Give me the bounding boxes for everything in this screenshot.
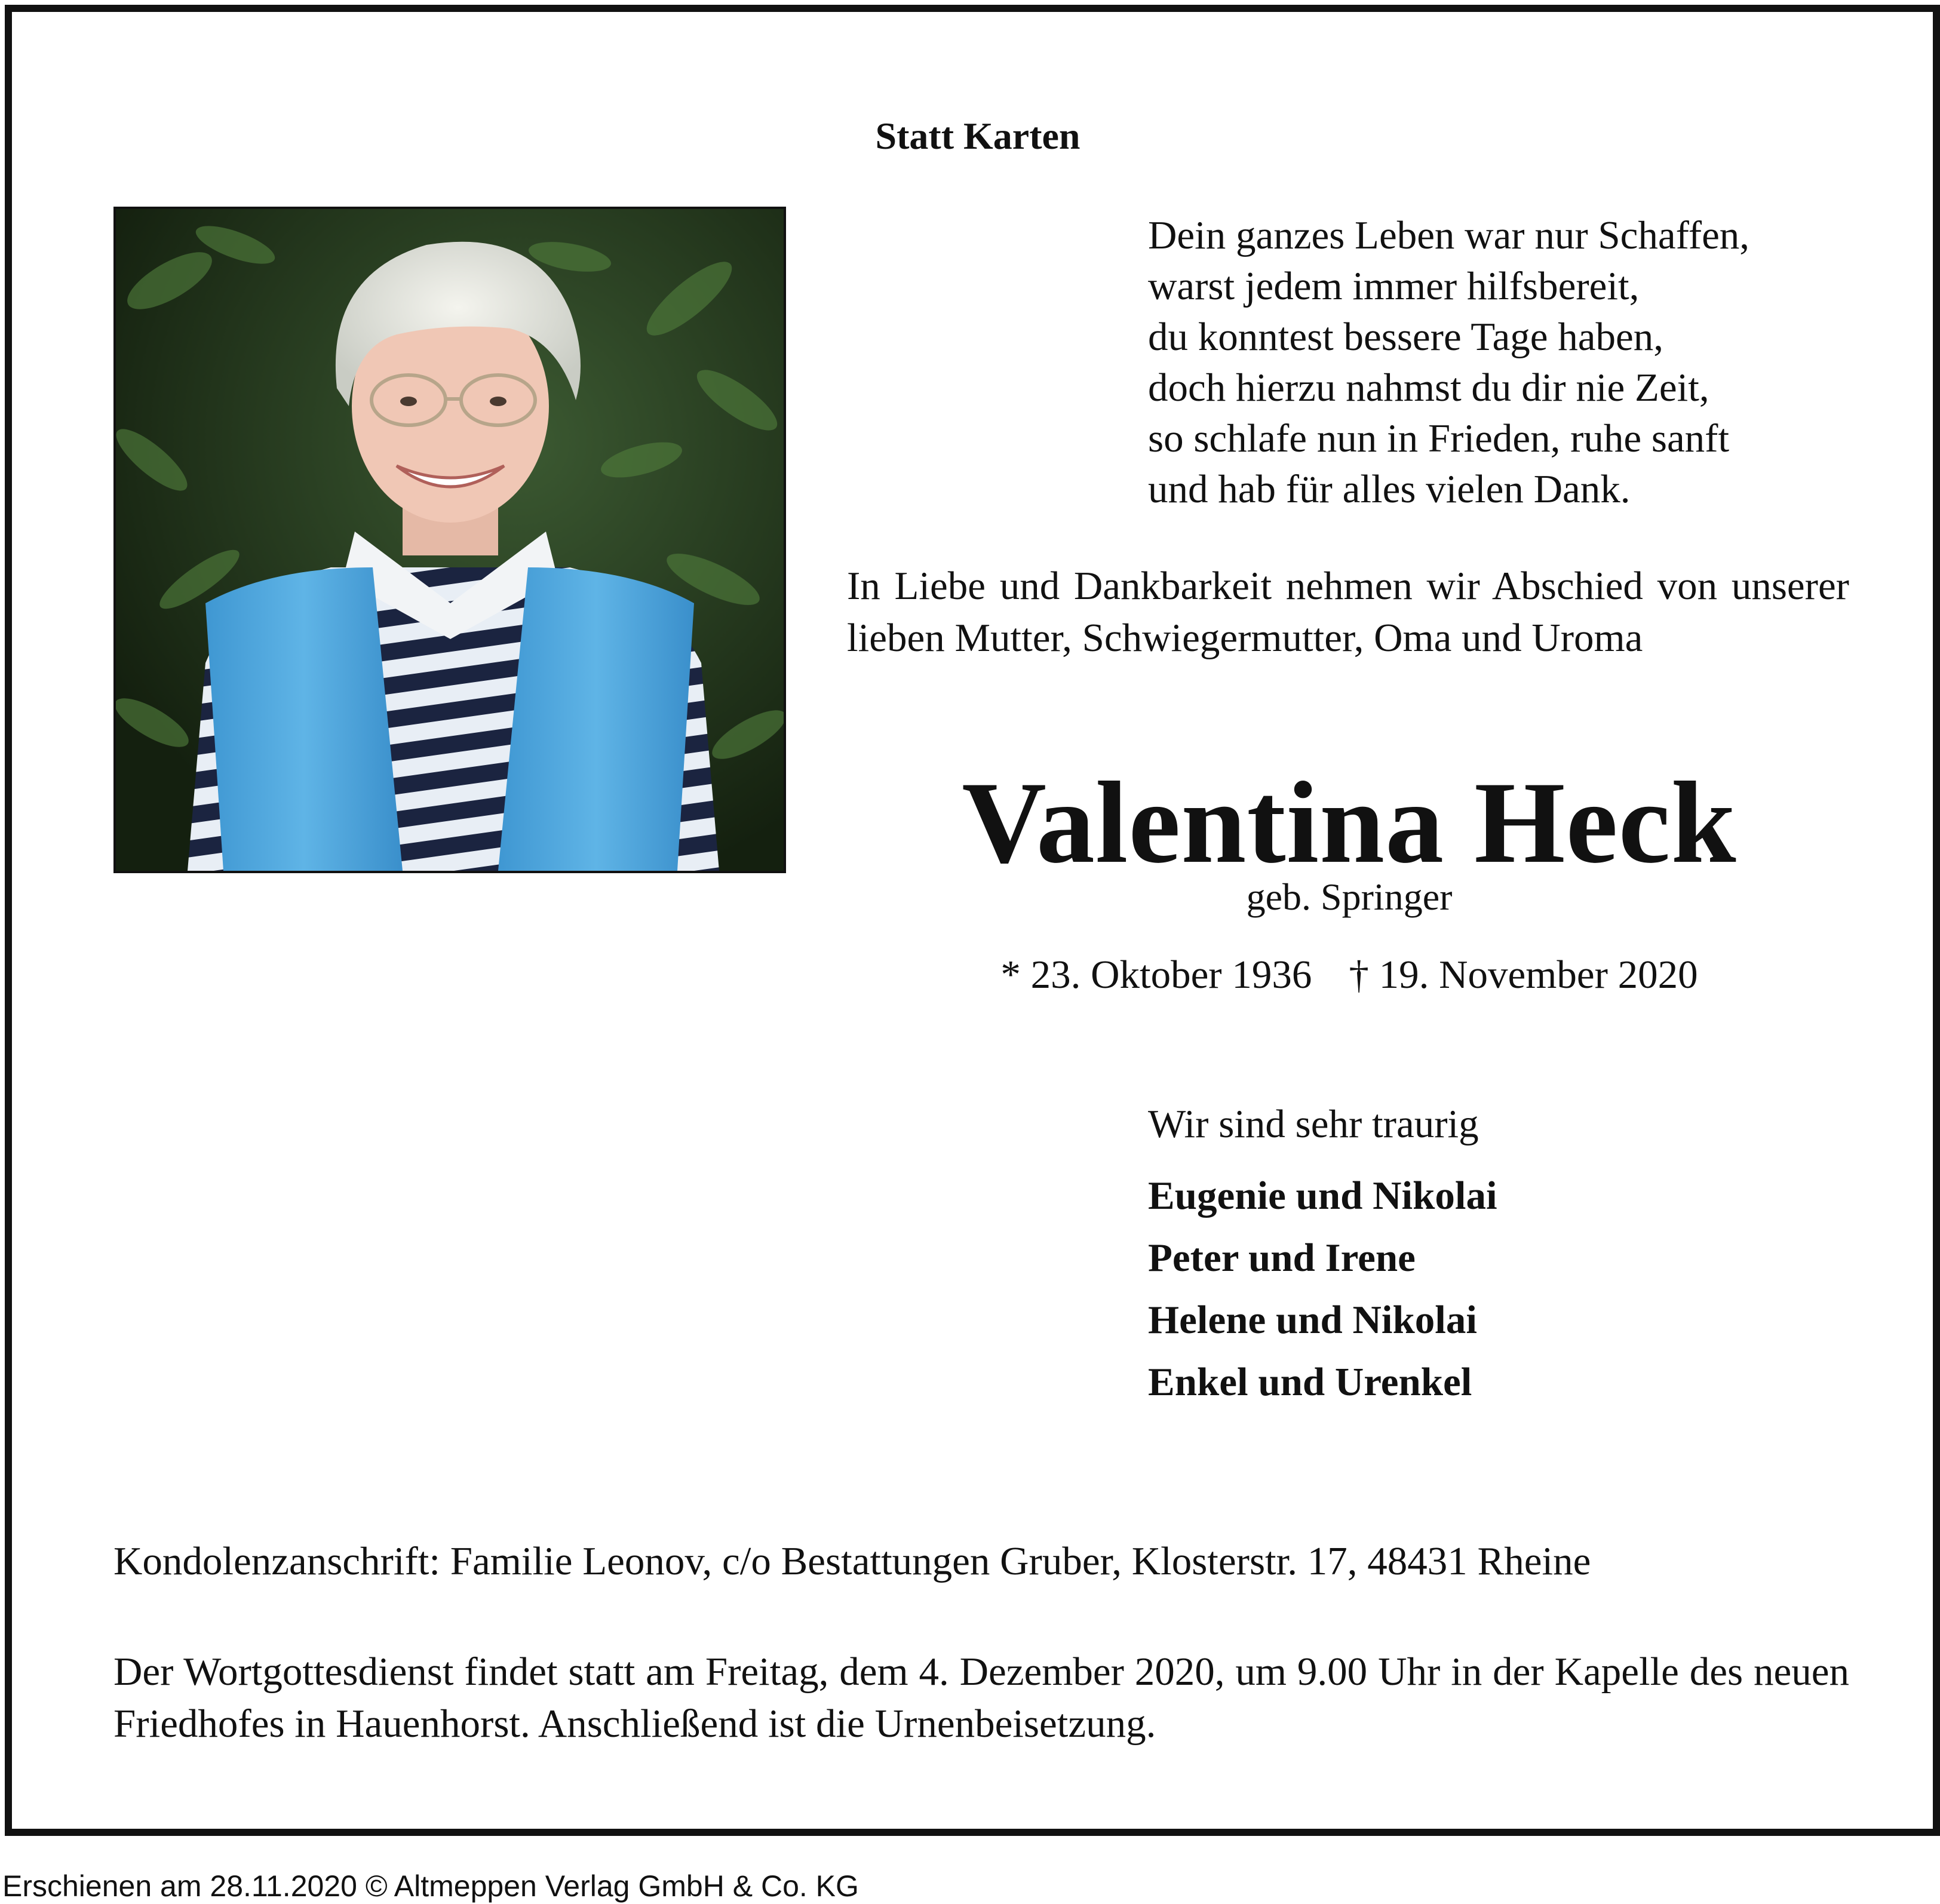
portrait-photo: [113, 207, 786, 873]
maiden-name: geb. Springer: [1246, 876, 1453, 918]
birth-date: * 23. Oktober 1936: [1000, 953, 1312, 997]
poem-line: und hab für alles vielen Dank.: [1148, 467, 1631, 511]
poem-line: Dein ganzes Leben war nur Schaffen,: [1148, 213, 1750, 257]
poem-line: du konntest bessere Tage haben,: [1148, 315, 1663, 359]
poem-line: doch hierzu nahmst du dir nie Zeit,: [1148, 366, 1709, 410]
obituary-notice: [5, 5, 1940, 1836]
death-date: † 19. November 2020: [1349, 953, 1698, 997]
poem: [1148, 210, 1895, 515]
mourner-entry: Helene und Nikolai: [1148, 1298, 1477, 1342]
condolence-address: Kondolenzanschrift: Familie Leonov, c/o Bestattungen Gruber, Klosterstr. 17, 48431 Rheine: [113, 1539, 1591, 1583]
mourners-list: [1148, 1171, 1497, 1419]
poem-line: so schlafe nun in Frieden, ruhe sanft: [1148, 416, 1730, 460]
mourner-entry: Enkel und Urenkel: [1148, 1360, 1472, 1404]
life-dates: [848, 950, 1850, 1000]
farewell-text: In Liebe und Dankbarkeit nehmen wir Abschied von unserer lieben Mutter, Schwiegermutter, Oma und Uroma: [847, 564, 1849, 660]
service-info: Der Wortgottesdienst findet statt am Freitag, dem 4. Dezember 2020, um 9.00 Uhr in der Kapelle des neuen Friedhofes in Hauenhorst. Anschließend ist die Urnenbeisetzung.: [113, 1650, 1849, 1746]
mourners-intro: Wir sind sehr traurig: [1148, 1102, 1479, 1146]
deceased-name: Valentina Heck: [962, 758, 1737, 887]
publication-footer: Erschienen am 28.11.2020 © Altmeppen Verlag GmbH & Co. KG: [2, 1869, 859, 1903]
mourner-entry: Eugenie und Nikolai: [1148, 1174, 1497, 1218]
notice-header: Statt Karten: [875, 115, 1080, 157]
mourner-entry: Peter und Irene: [1148, 1236, 1416, 1280]
poem-line: warst jedem immer hilfsbereit,: [1148, 264, 1640, 308]
